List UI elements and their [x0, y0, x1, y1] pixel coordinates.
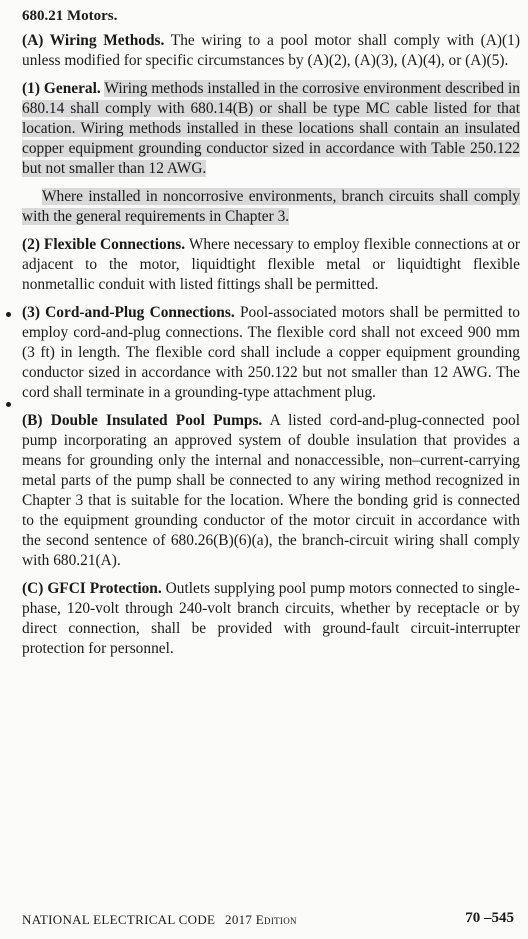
paragraph-c-lead: (C) GFCI Protection. — [22, 580, 162, 597]
paragraph-a1-lead: (1) General. — [22, 80, 101, 97]
footer-publication: NATIONAL ELECTRICAL CODE — [22, 912, 216, 927]
paragraph-a3-lead: (3) Cord-and-Plug Connections. — [22, 304, 235, 321]
paragraph-a1-text: Wiring methods installed in the corrosive environment described in 680.14 shall comply with 680.14(B) or shall be type MC cable listed for that location. Wiring methods installed in these locations shall contain an insulated copper equipment grounding conductor sized in accordance with Table 250.122 but not smaller than 12 AWG. — [22, 80, 520, 177]
paragraph-a2-text: Where necessary to employ flexible connections at or adjacent to the motor, liquidtight flexible metal or liquidtight flexible nonmetallic conduit with listed fittings shall be permitted. — [22, 236, 521, 293]
footer-edition: 2017 Edition — [225, 912, 297, 927]
revision-bullet-marker — [6, 402, 11, 407]
section-heading: 680.21 Motors. — [22, 8, 118, 24]
paragraph-a-lead: (A) Wiring Methods. — [22, 32, 165, 49]
paragraph-c-gfci — [22, 579, 520, 659]
paragraph-a1-noncorrosive — [22, 187, 520, 227]
paragraph-a2-lead: (2) Flexible Connections. — [22, 236, 186, 253]
paragraph-a-wiring-methods — [22, 31, 520, 71]
revision-bullet-marker — [6, 312, 11, 317]
paragraph-a3-cord-and-plug — [22, 303, 520, 403]
paragraph-a-text: The wiring to a pool motor shall comply with (A)(1) unless modified for specific circumstances by (A)(2), (A)(3), (A)(4), or (A)(5). — [22, 32, 520, 69]
paragraph-a1-text2: Where installed in noncorrosive environments, branch circuits shall comply with the general requirements in Chapter 3. — [22, 188, 520, 225]
paragraph-c-text: Outlets supplying pool pump motors connected to single-phase, 120-volt through 240-volt branch circuits, whether by receptacle or by direct connection, shall be provided with ground-fault circuit-interrupter protection for personnel. — [22, 580, 520, 657]
paragraph-a1-general — [22, 79, 520, 179]
paragraph-a3-text: Pool-associated motors shall be permitted to employ cord-and-plug connections. The flexible cord shall not exceed 900 mm (3 ft) in length. The flexible cord shall include a copper equipment grounding conductor sized in accordance with 250.122 but not smaller than 12 AWG. The cord shall terminate in a grounding-type attachment plug. — [22, 304, 520, 401]
paragraph-b-double-insulated — [22, 411, 520, 571]
paragraph-b-text: A listed cord-and-plug-connected pool pump incorporating an approved system of double insulation that provides a means for grounding only the internal and nonaccessible, non–current-carrying metal parts of the pump shall be connected to any wiring method recognized in Chapter 3 that is suitable for the location. Where the bonding grid is connected to the equipment grounding conductor of the motor circuit in accordance with the second sentence of 680.26(B)(6)(a), the branch-circuit wiring shall comply with 680.21(A). — [22, 412, 520, 569]
document-page — [22, 8, 520, 667]
paragraph-a2-flexible-connections — [22, 235, 520, 295]
page-footer — [22, 912, 514, 928]
footer-page-number: 70 –545 — [465, 910, 514, 926]
paragraph-b-lead: (B) Double Insulated Pool Pumps. — [22, 412, 263, 429]
